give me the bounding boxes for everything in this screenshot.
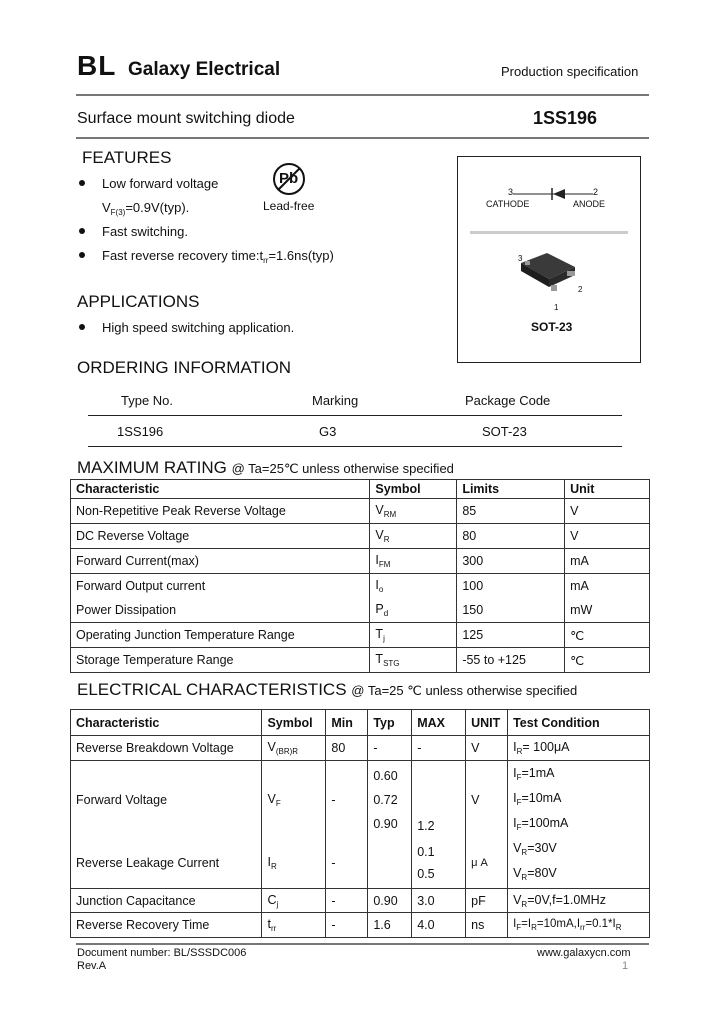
col-header: Min: [326, 710, 368, 736]
ordering-header-marking: Marking: [312, 393, 359, 408]
cell-condition: $V_R=0V,f=1.0MHz$: [508, 889, 650, 913]
cell-unit: mA: [565, 574, 650, 598]
part-number: 1SS196: [533, 108, 598, 128]
cell-unit: V: [466, 736, 508, 761]
cell-symbol: $V_R$: [370, 524, 457, 549]
cell-limit: 300: [457, 549, 565, 574]
cell-char: Non-Repetitive Peak Reverse Voltage: [71, 499, 370, 524]
col-header: Symbol: [370, 480, 457, 499]
lead-free-symbol: Pb: [279, 170, 299, 187]
cell-min: -: [326, 889, 368, 913]
cell-typ: [368, 838, 412, 889]
cell-unit: mA: [565, 549, 650, 574]
ordering-header-package: Package Code: [465, 393, 551, 408]
max-rating-title: MAXIMUM RATING @ Ta=25℃ unless otherwise specified: [77, 458, 454, 477]
cell-symbol: $I_{FM}$: [370, 549, 457, 574]
cell-min: 80: [326, 736, 368, 761]
cell-char: Power Dissipation: [71, 598, 370, 623]
lead-free-label: Lead-free: [263, 199, 315, 213]
table-row: [71, 736, 650, 761]
anode-label: ANODE: [573, 199, 606, 209]
table-row: [71, 549, 650, 574]
max-rating-table: [70, 479, 650, 673]
feature-item: Low forward voltage: [102, 176, 219, 191]
cell-condition: $I_F=1mA$ $I_F=10mA$ $I_F=100mA$: [508, 761, 650, 839]
applications-title: APPLICATIONS: [77, 292, 200, 311]
ordering-rule: [88, 415, 622, 416]
ordering-header-type: Type No.: [121, 393, 174, 408]
cell-symbol: $t_{rr}$: [262, 913, 326, 938]
pin-number-2: 2: [593, 187, 599, 197]
table-row: [71, 598, 650, 623]
cell-symbol: $I_o$: [370, 574, 457, 598]
cell-char: Junction Capacitance: [71, 889, 262, 913]
doc-number: Document number: BL/SSSDC006: [77, 947, 247, 959]
cell-symbol: $T_{STG}$: [370, 648, 457, 673]
cell-char: Forward Current(max): [71, 549, 370, 574]
pin-mark-3: 3: [518, 254, 523, 263]
col-header: Symbol: [262, 710, 326, 736]
col-header: Typ: [368, 710, 412, 736]
sot23-package-icon: [513, 249, 588, 299]
pin-number-3: 3: [508, 187, 514, 197]
col-header: Unit: [565, 480, 650, 499]
package-name: SOT-23: [531, 320, 573, 334]
cell-symbol: $I_R$: [262, 838, 326, 889]
cell-max: 1.2: [412, 761, 466, 839]
features-title: FEATURES: [82, 148, 172, 167]
cell-unit: V: [565, 524, 650, 549]
col-header: Limits: [457, 480, 565, 499]
bullet: [79, 252, 85, 258]
header-rule: [76, 94, 649, 96]
cell-char: Operating Junction Temperature Range: [71, 623, 370, 648]
elec-table: [70, 709, 650, 938]
table-row: [71, 499, 650, 524]
col-header: MAX: [412, 710, 466, 736]
table-row: [71, 838, 650, 889]
cell-limit: 100: [457, 574, 565, 598]
cathode-label: CATHODE: [486, 199, 530, 209]
elec-title: ELECTRICAL CHARACTERISTICS @ Ta=25 ℃ unless otherwise specified: [77, 680, 578, 699]
cell-symbol: $V_F$: [262, 761, 326, 839]
cell-unit: pF: [466, 889, 508, 913]
feature-item: Fast switching.: [102, 224, 188, 239]
subtitle: Surface mount switching diode: [77, 110, 295, 127]
table-row: [71, 761, 650, 839]
cell-limit: 85: [457, 499, 565, 524]
brand-logo: BL: [77, 50, 117, 81]
cell-char: Reverse Leakage Current: [71, 838, 262, 889]
cell-symbol: $P_d$: [370, 598, 457, 623]
table-row: [71, 913, 650, 938]
col-header: Characteristic: [71, 710, 262, 736]
ordering-marking: G3: [319, 424, 337, 439]
cell-typ: 1.6: [368, 913, 412, 938]
page-number: 1: [622, 960, 629, 972]
website-link[interactable]: www.galaxycn.com: [537, 947, 631, 959]
cell-char: Forward Output current: [71, 574, 370, 598]
lead-free-icon: [272, 162, 306, 196]
table-row: [71, 648, 650, 673]
cell-char: DC Reverse Voltage: [71, 524, 370, 549]
subtitle-rule: [76, 137, 649, 139]
cell-condition: $I_F=I_R=10mA,I_{rr}=0.1*I_R$: [508, 913, 650, 938]
cell-char: Reverse Breakdown Voltage: [71, 736, 262, 761]
ordering-type: 1SS196: [117, 424, 164, 439]
cell-max: 3.0: [412, 889, 466, 913]
cell-char: Forward Voltage: [71, 761, 262, 839]
cell-min: -: [326, 913, 368, 938]
cell-limit: 125: [457, 623, 565, 648]
cell-char: Reverse Recovery Time: [71, 913, 262, 938]
package-divider: [470, 231, 628, 234]
cell-unit: ℃: [565, 648, 650, 673]
cell-condition: $I_R= 100\mu A$: [508, 736, 650, 761]
bullet: [79, 324, 85, 330]
cell-typ: 0.90: [368, 889, 412, 913]
cell-max: 0.1 0.5: [412, 838, 466, 889]
table-row: [71, 574, 650, 598]
company-name: Galaxy Electrical: [128, 59, 281, 80]
cell-max: 4.0: [412, 913, 466, 938]
col-header: UNIT: [466, 710, 508, 736]
cell-min: -: [326, 838, 368, 889]
cell-unit: mW: [565, 598, 650, 623]
cell-unit: ℃: [565, 623, 650, 648]
table-row: [71, 889, 650, 913]
ordering-title: ORDERING INFORMATION: [77, 358, 292, 377]
cell-symbol: $C_j$: [262, 889, 326, 913]
cell-condition: $V_R=30V$ $V_R=80V$: [508, 838, 650, 889]
bullet: [79, 180, 85, 186]
cell-limit: -55 to +125: [457, 648, 565, 673]
cell-unit: V: [466, 761, 508, 839]
cell-symbol: $V_{RM}$: [370, 499, 457, 524]
feature-item-formula: $V_{F(3)}=0.9V(typ)$.: [102, 200, 190, 217]
cell-typ: -: [368, 736, 412, 761]
col-header: Characteristic: [71, 480, 370, 499]
bullet: [79, 228, 85, 234]
pin-mark-1: 1: [554, 303, 559, 312]
cell-max: -: [412, 736, 466, 761]
package-box: [457, 156, 641, 363]
cell-unit: ns: [466, 913, 508, 938]
application-item: High speed switching application.: [102, 320, 295, 335]
cell-symbol: $T_j$: [370, 623, 457, 648]
ordering-package: SOT-23: [482, 424, 527, 439]
cell-unit: V: [565, 499, 650, 524]
pin-mark-2: 2: [578, 285, 583, 294]
table-row: [71, 524, 650, 549]
cell-char: Storage Temperature Range: [71, 648, 370, 673]
footer-rule: [76, 943, 649, 945]
col-header: Test Condition: [508, 710, 650, 736]
table-row: [71, 623, 650, 648]
spec-label: Production specification: [501, 64, 639, 79]
feature-item: Fast reverse recovery $time:t_{rr}=1.6ns(typ)$: [102, 248, 334, 265]
cell-symbol: $V_{(BR)R}$: [262, 736, 326, 761]
cell-limit: 150: [457, 598, 565, 623]
ordering-rule: [88, 446, 622, 447]
cell-typ: 0.60 0.72 0.90: [368, 761, 412, 839]
revision: Rev.A: [77, 960, 107, 972]
cell-unit: μ A: [466, 838, 508, 889]
cell-min: -: [326, 761, 368, 839]
cell-limit: 80: [457, 524, 565, 549]
